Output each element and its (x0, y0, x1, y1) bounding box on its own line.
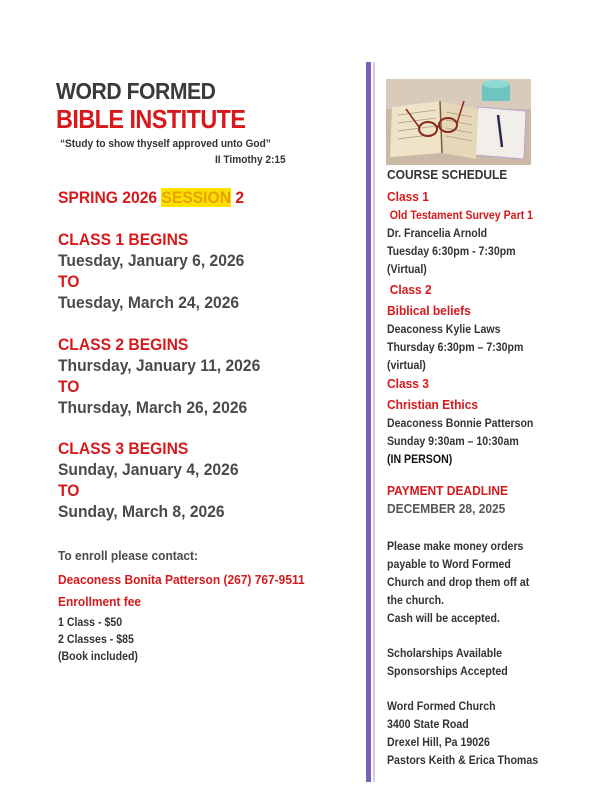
fee-heading: Enrollment fee (58, 594, 142, 609)
class-2-mode: (virtual) (387, 360, 426, 372)
class-2-label: Class 2 (389, 282, 432, 297)
church-city: Drexel Hill, Pa 19026 (387, 737, 490, 749)
class-1-time: Tuesday 6:30pm - 7:30pm (387, 246, 516, 258)
class-1-teacher: Dr. Francelia Arnold (387, 228, 488, 240)
bible-study-photo (386, 79, 531, 165)
payment-line: Cash will be accepted. (387, 613, 500, 625)
payment-line: Please make money orders (387, 541, 524, 553)
class-3-label: Class 3 (387, 376, 429, 391)
class-2-teacher: Deaconess Kylie Laws (387, 324, 501, 336)
class-1-mode: (Virtual) (387, 264, 427, 276)
class-3-time: Sunday 9:30am – 10:30am (387, 436, 519, 448)
class-3-end: Sunday, March 8, 2026 (58, 502, 225, 521)
class-3-heading: CLASS 3 BEGINS (58, 439, 189, 458)
session-prefix: SPRING 2026 (58, 188, 162, 207)
class-2-start: Thursday, January 11, 2026 (58, 356, 261, 375)
fee-item: 2 Classes - $85 (58, 634, 134, 646)
class-3-course: Christian Ethics (387, 397, 479, 412)
class-1-heading: CLASS 1 BEGINS (58, 230, 189, 249)
scholarship-line: Sponsorships Accepted (387, 666, 508, 678)
payment-line: Church and drop them off at (387, 577, 530, 589)
class-2-end: Thursday, March 26, 2026 (58, 398, 248, 417)
session-highlight: SESSION (161, 188, 232, 207)
church-street: 3400 State Road (387, 719, 469, 731)
class-2-time: Thursday 6:30pm – 7:30pm (387, 342, 524, 354)
class-2-to: TO (58, 377, 80, 396)
scripture-reference: II Timothy 2:15 (215, 154, 286, 166)
title-line-2: BIBLE INSTITUTE (56, 104, 246, 134)
schedule-class-3 (387, 373, 533, 469)
course-schedule-heading: COURSE SCHEDULE (387, 167, 508, 182)
class-1-to: TO (58, 272, 80, 291)
church-pastors: Pastors Keith & Erica Thomas (387, 755, 539, 767)
title-line-1: WORD FORMED (56, 78, 216, 104)
class-1-start: Tuesday, January 6, 2026 (58, 251, 245, 270)
enroll-prompt: To enroll please contact: (58, 548, 199, 563)
payment-line: payable to Word Formed (387, 559, 511, 571)
schedule-class-1 (387, 186, 533, 279)
class-1-dates (58, 229, 261, 313)
scholarship-info (387, 645, 508, 681)
session-title (58, 188, 244, 208)
church-name: Word Formed Church (387, 701, 496, 713)
class-3-to: TO (58, 481, 80, 500)
class-3-dates (58, 438, 254, 522)
class-1-label: Class 1 (387, 189, 429, 204)
class-2-heading: CLASS 2 BEGINS (58, 335, 189, 354)
payment-line: the church. (387, 595, 445, 607)
enroll-contact: Deaconess Bonita Patterson (267) 767-9511 (58, 572, 305, 587)
schedule-class-2 (387, 279, 523, 375)
payment-deadline-heading: PAYMENT DEADLINE (387, 483, 508, 498)
church-address (387, 698, 538, 770)
class-1-course: Old Testament Survey Part 1 (389, 210, 534, 222)
class-2-course: Biblical beliefs (387, 303, 471, 318)
payment-deadline-date: DECEMBER 28, 2025 (387, 501, 506, 516)
bible-glasses-coffee-image (386, 79, 531, 165)
scripture-quote: “Study to show thyself approved unto God” (60, 138, 271, 150)
fee-item: 1 Class - $50 (58, 617, 123, 629)
fee-item: (Book included) (58, 651, 138, 663)
column-divider-shadow (373, 62, 375, 782)
class-3-teacher: Deaconess Bonnie Patterson (387, 418, 534, 430)
scholarship-line: Scholarships Available (387, 648, 503, 660)
session-suffix: 2 (231, 188, 245, 207)
class-1-end: Tuesday, March 24, 2026 (58, 293, 240, 312)
class-2-dates (58, 334, 278, 418)
fee-list (58, 615, 138, 666)
payment-instructions (387, 538, 529, 628)
class-3-start: Sunday, January 4, 2026 (58, 460, 239, 479)
class-3-mode: (IN PERSON) (387, 454, 453, 466)
column-divider (366, 62, 371, 782)
